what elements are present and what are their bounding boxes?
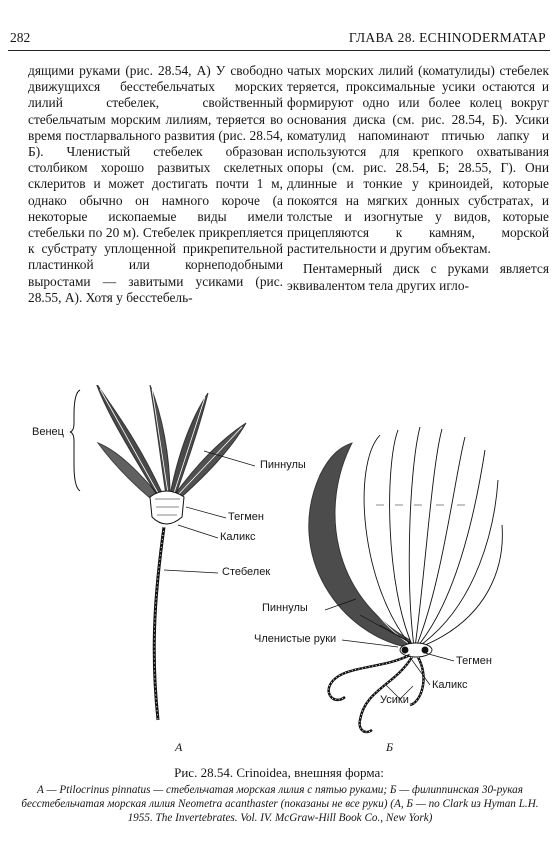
running-header [8, 30, 550, 48]
label-pinnuly-a: Пиннулы [260, 459, 306, 471]
header-rule [8, 50, 550, 51]
crinoid-b-drawing [309, 427, 503, 732]
label-usiki: Усики [380, 694, 409, 706]
paragraph: дящими руками (рис. 28.54, А) У свободно движущихся бесстебельчатых морских лилий стебелек, свойственный стебельчатым морским лилиям, теряется во время постларвального развития (рис. 28.54, Б). Членистый стебелек образован столбиком хорошо развитых скелетных склеритов и может достигать почти 1 м, однако обычно он намного короче (а некоторые ископаемые виды имели стебельки по 20 м). Стебелек прикрепляется к субстрату уплощенной прикрепительной пластинкой или корнеподобными выростами — завитыми усиками (рис. 28.55, А). Хотя у бесстебель- [28, 63, 283, 305]
label-chlenistye-ruki: Членистые руки [254, 633, 337, 645]
label-kaliks-a: Каликс [220, 531, 256, 543]
crinoid-illustration [0, 385, 558, 760]
panel-label-b: Б [386, 740, 394, 754]
text-column-right [287, 63, 549, 294]
label-tegmen-a: Тегмен [228, 511, 264, 523]
text-column-left [28, 63, 283, 306]
label-venets: Венец [32, 426, 64, 438]
chapter-title: ГЛАВА 28. ECHINODERMATAP [348, 30, 546, 45]
label-pinnuly-b: Пиннулы [262, 602, 308, 614]
paragraph: Пентамерный диск с руками является эквивалентом тела других игло- [287, 261, 549, 293]
panel-label-a: А [175, 740, 183, 754]
figure-caption-body: А — Ptilocrinus pinnatus — стебельчатая морская лилия с пятью руками; Б — филиппинская 30-рукая бесстебельчатая морская лилия Neometra acanthaster (показаны не все руки) (А, Б — по Clark из Hyman L.H. 1955. The Invertebrates. Vol. IV. McGraw-Hill Book Co., New York) [21, 784, 539, 824]
label-kaliks-b: Каликс [432, 679, 468, 691]
paragraph: чатых морских лилий (коматулиды) стебелек теряется, проксимальные усики остаются и формируют одно или более колец вокруг основания диска (см. рис. 28.54, Б). Усики коматулид напоминают птичью лапку и используются для крепкого охватывания опоры (см. рис. 28.54, Б; 28.55, Г). Они длинные и тонкие у криноидей, которые покоятся на мягких донных субстратах, и толстые и изогнутые у видов, которые прицепляются к камням, морской растительности и другим объектам. [287, 63, 549, 257]
label-stebelek: Стебелек [222, 566, 271, 578]
figure-caption-title: Рис. 28.54. Crinoidea, внешняя форма: [174, 765, 384, 780]
crinoid-a-drawing [70, 385, 255, 720]
page-number: 282 [10, 30, 31, 45]
figure-crinoidea [0, 385, 558, 760]
label-tegmen-b: Тегмен [456, 655, 492, 667]
